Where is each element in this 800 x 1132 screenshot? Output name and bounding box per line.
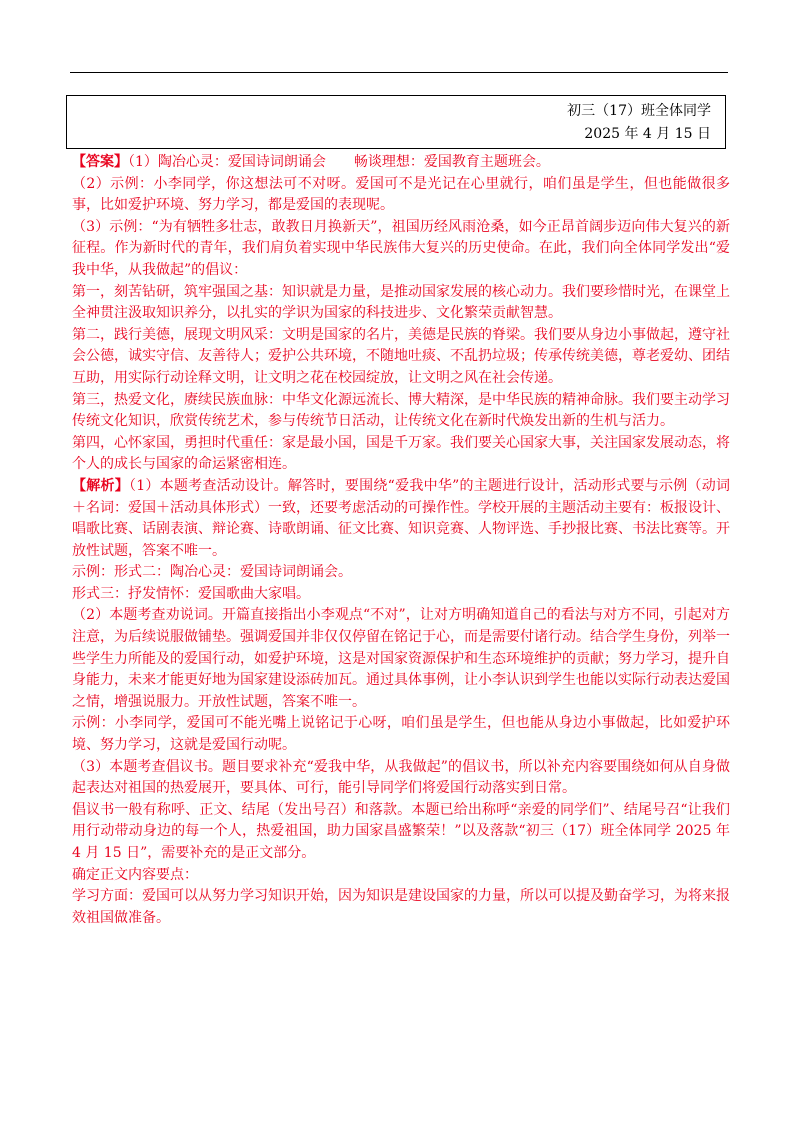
analysis-q3-points-heading: 确定正文内容要点： <box>72 866 198 883</box>
analysis-tag: 【解析】 <box>72 477 130 494</box>
answer-q2: （2）示例：小李同学，你这想法可不对呀。爱国可不是光记在心里就行，咱们虽是学生，但也能做很多事，比如爱护环境、努力学习，都是爱国的表现呢。 <box>72 175 730 214</box>
answer-point-1: 第一，刻苦钻研，筑牢强国之基：知识就是力量，是推动国家发展的核心动力。我们要珍惜时光，在课堂上全神贯注汲取知识养分，以扎实的学识为国家的科技进步、文化繁荣贡献智慧。 <box>72 283 730 322</box>
analysis-q1-example-2: 形式三：抒发情怀：爱国歌曲大家唱。 <box>72 585 310 602</box>
analysis-q3-study: 学习方面：爱国可以从努力学习知识开始，因为知识是建设国家的力量，所以可以提及勤奋学习，为将来报效祖国做准备。 <box>72 888 730 926</box>
analysis-q2: （2）本题考查劝说词。开篇直接指出小李观点“不对”，让对方明确知道自己的看法与对方不同，引起对方注意，为后续说服做铺垫。强调爱国并非仅仅停留在铭记于心，而是需要付诸行动。结合学生身份，列举一些学生力所能及的爱国行动，如爱护环境，这是对国家资源保护和生态环境维护的贡献；努力学习，提升自身能力，未来才能更好地为国家建设添砖加瓦。通过具体事例，让小李认识到学生也能以实际行动表达爱国之情，增强说服力。开放性试题，答案不唯一。 <box>72 607 730 710</box>
answer-q1-part2: 畅谈理想：爱国教育主题班会。 <box>353 154 550 170</box>
answer-q1 <box>72 152 730 174</box>
header-rule <box>70 72 728 73</box>
analysis-q1-example-1: 示例：形式二：陶冶心灵：爱国诗词朗诵会。 <box>72 564 352 581</box>
answer-analysis-text <box>72 152 730 929</box>
answer-point-3: 第三，热爱文化，赓续民族血脉：中华文化源远流长、博大精深，是中华民族的精神命脉。我们要主动学习传统文化知识，欣赏传统艺术，参与传统节日活动，让传统文化在新时代焕发出新的生机与活力。 <box>72 391 730 430</box>
answer-point-2: 第二，践行美德，展现文明风采：文明是国家的名片，美德是民族的脊梁。我们要从身边小事做起，遵守社会公德，诚实守信、友善待人；爱护公共环境，不随地吐痰、不乱扔垃圾；传承传统美德，尊老爱幼、团结互助，用实际行动诠释文明，让文明之花在校园绽放，让文明之风在社会传递。 <box>72 326 730 386</box>
analysis-q1-text: （1）本题考查活动设计。解答时，要围绕“爱我中华”的主题进行设计，活动形式要与示例（动词＋名词：爱国＋活动具体形式）一致，还要考虑活动的可操作性。学校开展的主题活动主要有：板报设计、唱歌比赛、话剧表演、辩论赛、诗歌朗诵、征文比赛、知识竞赛、人物评选、手抄报比赛、书法比赛等。开放性试题，答案不唯一。 <box>72 477 730 559</box>
signature-date: 2025 年 4 月 15 日 <box>584 126 711 142</box>
signature-box <box>66 95 726 149</box>
signature-sender: 初三（17）班全体同学 <box>567 103 711 119</box>
answer-q1-part1: （1）陶冶心灵：爱国诗词朗诵会 <box>128 154 326 170</box>
answer-tag: 【答案】 <box>72 154 128 170</box>
analysis-q3: （3）本题考查倡议书。题目要求补充“爱我中华，从我做起”的倡议书，所以补充内容要围绕如何从自身做起表达对祖国的热爱展开，要具体、可行，能引导同学们将爱国行动落实到日常。 <box>72 758 730 797</box>
analysis-q3-structure: 倡议书一般有称呼、正文、结尾（发出号召）和落款。本题已给出称呼“亲爱的同学们”、结尾号召“让我们用行动带动身边的每一个人，热爱祖国，助力国家昌盛繁荣！”以及落款“初三（17）班全体同学 2025 年 4 月 15 日”，需要补充的是正文部分。 <box>72 801 730 861</box>
analysis-q1 <box>72 476 730 562</box>
answer-point-4: 第四，心怀家国，勇担时代重任：家是最小国，国是千万家。我们要关心国家大事，关注国家发展动态，将个人的成长与国家的命运紧密相连。 <box>72 434 730 473</box>
analysis-q2-example: 示例：小李同学，爱国可不能光嘴上说铭记于心呀，咱们虽是学生，但也能从身边小事做起，比如爱护环境、努力学习，这就是爱国行动呢。 <box>72 715 730 754</box>
answer-q3: （3）示例：“为有牺牲多壮志，敢教日月换新天”，祖国历经风雨沧桑，如今正昂首阔步迈向伟大复兴的新征程。作为新时代的青年，我们肩负着实现中华民族伟大复兴的历史使命。在此，我们向全体同学发出“爱我中华，从我做起”的倡议： <box>72 218 730 278</box>
